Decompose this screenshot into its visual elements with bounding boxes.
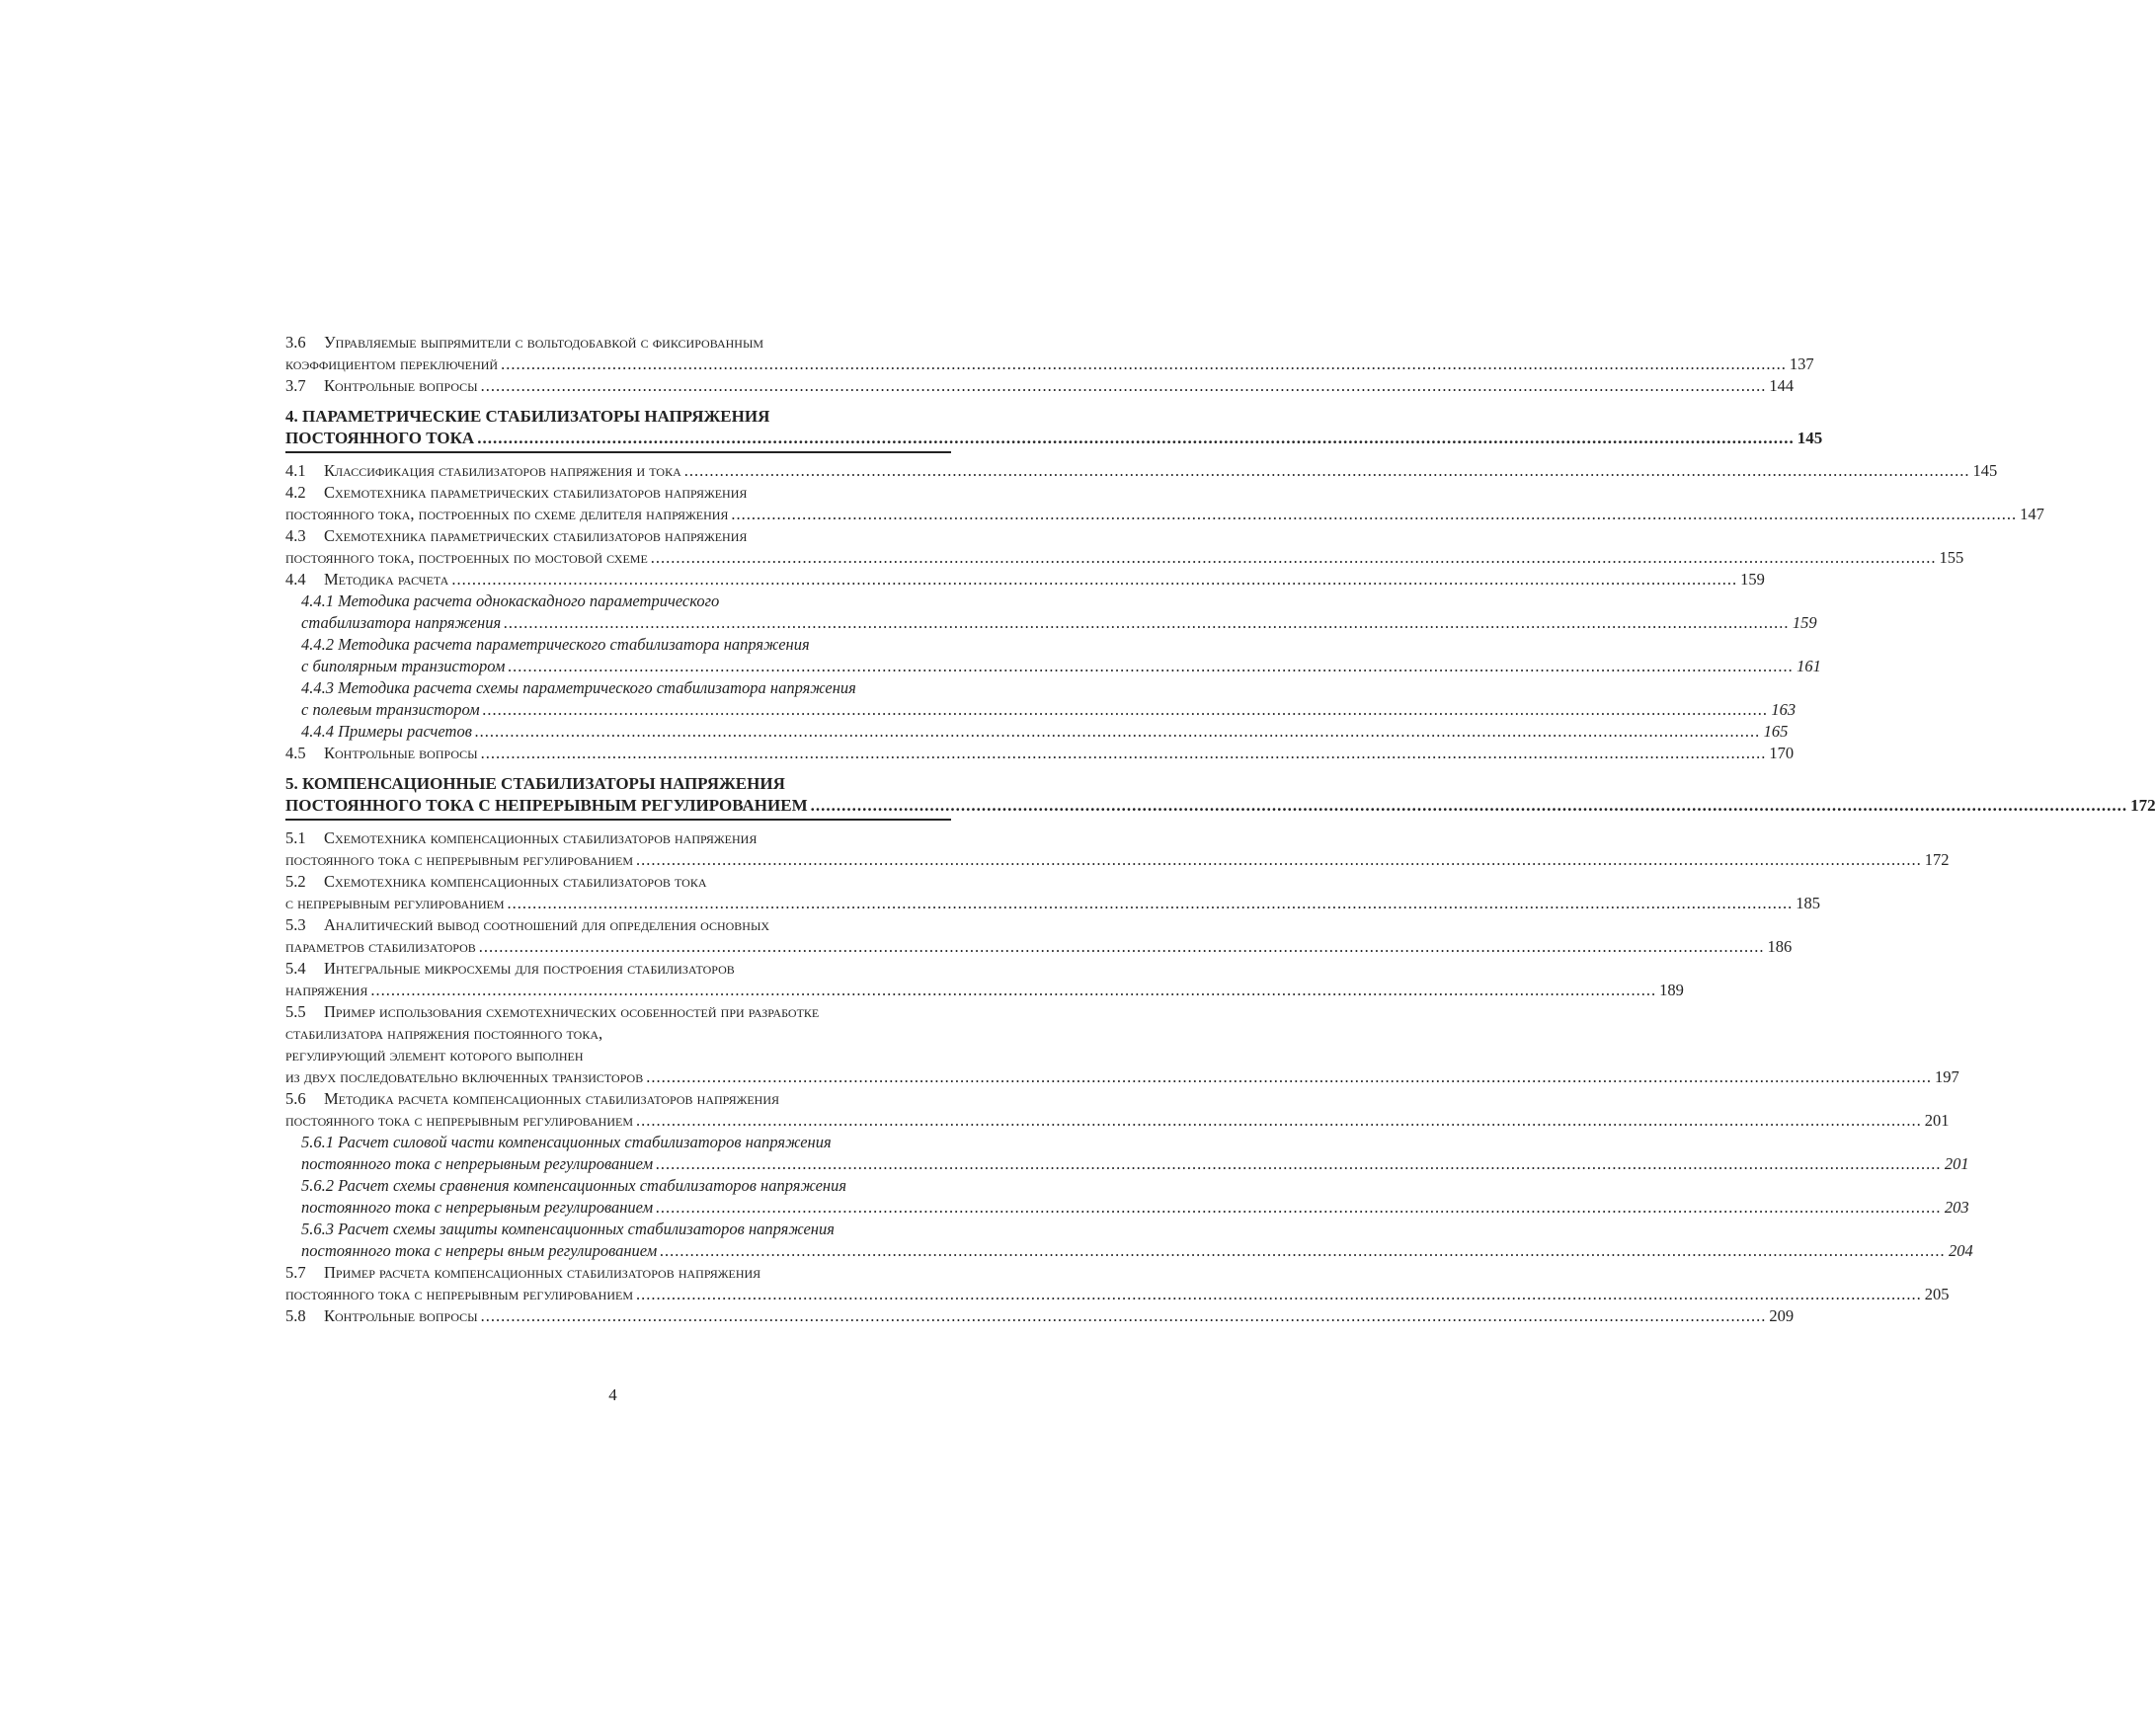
toc-title-cont: коэффициентом переключений bbox=[285, 354, 499, 373]
toc-title-cont: регулирующий элемент которого выполнен bbox=[285, 1046, 584, 1064]
toc-number: 4.1 bbox=[285, 461, 306, 480]
toc-entry-5-7[interactable] bbox=[285, 1262, 1950, 1305]
toc-entry-4-4-3[interactable] bbox=[285, 677, 1797, 721]
toc-title: Схемотехника параметрических стабилизаторов напряжения bbox=[324, 526, 748, 545]
toc-title: Управляемые выпрямители с вольтодобавкой с фиксированным bbox=[324, 333, 764, 352]
toc-title: 5.6.1 Расчет силовой части компенсационных стабилизаторов напряжения bbox=[301, 1133, 832, 1151]
toc-title-cont: с полевым транзистором bbox=[301, 700, 480, 719]
toc-entry-4-5[interactable] bbox=[285, 743, 1795, 764]
toc-page: 172 bbox=[1924, 850, 1950, 869]
toc-number: 3.7 bbox=[285, 376, 306, 395]
toc-title-cont: постоянного тока, построенных по схеме делителя напряжения bbox=[285, 505, 729, 523]
toc-page: 204 bbox=[1949, 1241, 1973, 1260]
toc-number: 5.4 bbox=[285, 959, 306, 978]
toc-title-cont: с непрерывным регулированием bbox=[285, 894, 505, 912]
toc-title: Схемотехника параметрических стабилизаторов напряжения bbox=[324, 483, 748, 502]
toc-entry-4-1[interactable] bbox=[285, 460, 1998, 482]
dot-leader bbox=[660, 1240, 1946, 1262]
chapter-title-cont: ПОСТОЯННОГО ТОКА bbox=[285, 429, 475, 447]
toc-page: 159 bbox=[1792, 613, 1817, 632]
toc-title: 4.4.2 Методика расчета параметрического стабилизатора напряжения bbox=[301, 635, 810, 654]
toc-page: 186 bbox=[1767, 937, 1793, 956]
toc-page: 155 bbox=[1939, 548, 1964, 567]
toc-number: 4.5 bbox=[285, 744, 306, 762]
toc-entry-3-6[interactable] bbox=[285, 332, 1814, 375]
toc-entry-3-7[interactable] bbox=[285, 375, 1795, 397]
toc-entry-4-4[interactable] bbox=[285, 569, 1765, 591]
toc-entry-4-4-4[interactable] bbox=[285, 721, 1789, 743]
toc-page: 185 bbox=[1796, 894, 1820, 912]
toc-page: 209 bbox=[1769, 1306, 1795, 1325]
toc-title-cont: из двух последовательно включенных транзисторов bbox=[285, 1067, 644, 1086]
dot-leader bbox=[684, 460, 1970, 482]
dot-leader bbox=[481, 743, 1767, 764]
toc-title: Пример расчета компенсационных стабилизаторов напряжения bbox=[324, 1263, 761, 1282]
toc-title-cont: постоянного тока с непрерывным регулированием bbox=[301, 1154, 654, 1173]
toc-entry-4-4-1[interactable] bbox=[285, 591, 1817, 634]
dot-leader bbox=[656, 1153, 1942, 1175]
toc-page: 159 bbox=[1740, 570, 1765, 589]
toc-page: 201 bbox=[1944, 1154, 1969, 1173]
dot-leader bbox=[501, 354, 1787, 375]
toc-chapter-5[interactable] bbox=[285, 773, 2156, 821]
toc-number: 5.5 bbox=[285, 1002, 306, 1021]
toc-entry-5-3[interactable] bbox=[285, 914, 1793, 958]
toc-number: 5.3 bbox=[285, 915, 306, 934]
toc-title: Пример использования схемотехнических особенностей при разработке bbox=[324, 1002, 820, 1021]
toc-title-cont: постоянного тока с непреры вным регулированием bbox=[301, 1241, 658, 1260]
toc-title: 4.4.3 Методика расчета схемы параметрического стабилизатора напряжения bbox=[301, 678, 856, 697]
toc-entry-5-5[interactable] bbox=[285, 1001, 1959, 1088]
toc-entry-4-2[interactable] bbox=[285, 482, 2044, 525]
dot-leader bbox=[504, 612, 1790, 634]
chapter-title: 4. ПАРАМЕТРИЧЕСКИЕ СТАБИЛИЗАТОРЫ НАПРЯЖЕНИЯ bbox=[285, 407, 770, 426]
toc-title: Схемотехника компенсационных стабилизаторов тока bbox=[324, 872, 707, 891]
page-number: 4 bbox=[608, 1385, 617, 1404]
toc-number: 4.2 bbox=[285, 483, 306, 502]
toc-number: 5.6 bbox=[285, 1089, 306, 1108]
toc-number: 5.1 bbox=[285, 828, 306, 847]
toc-title: 5.6.3 Расчет схемы защиты компенсационных стабилизаторов напряжения bbox=[301, 1220, 835, 1238]
dot-leader bbox=[636, 1110, 1922, 1132]
toc-page: 161 bbox=[1797, 657, 1821, 675]
toc-entry-5-6-3[interactable] bbox=[285, 1219, 1973, 1262]
dot-leader bbox=[507, 893, 1793, 914]
toc-page: 203 bbox=[1944, 1198, 1969, 1217]
dot-leader bbox=[481, 375, 1767, 397]
toc-title-cont: с биполярным транзистором bbox=[301, 657, 506, 675]
toc-title-cont: постоянного тока с непрерывным регулированием bbox=[285, 1111, 634, 1130]
chapter-title-cont: ПОСТОЯННОГО ТОКА С НЕПРЕРЫВНЫМ РЕГУЛИРОВАНИЕМ bbox=[285, 796, 808, 815]
toc-page: 145 bbox=[1797, 429, 1823, 447]
toc-number: 5.7 bbox=[285, 1263, 306, 1282]
toc-title: Интегральные микросхемы для построения стабилизаторов bbox=[324, 959, 735, 978]
toc-title: 4.4.1 Методика расчета однокаскадного параметрического bbox=[301, 591, 720, 610]
toc-title-cont: постоянного тока с непрерывным регулированием bbox=[285, 1285, 634, 1303]
toc-title: Классификация стабилизаторов напряжения и тока bbox=[324, 461, 681, 480]
dot-leader bbox=[483, 699, 1769, 721]
table-of-contents bbox=[285, 332, 2156, 1327]
dot-leader bbox=[481, 1305, 1767, 1327]
toc-page: 197 bbox=[1934, 1067, 1959, 1086]
dot-leader bbox=[636, 849, 1922, 871]
toc-entry-5-6-2[interactable] bbox=[285, 1175, 1969, 1219]
toc-entry-5-6[interactable] bbox=[285, 1088, 1950, 1132]
toc-title-cont: постоянного тока с непрерывным регулированием bbox=[301, 1198, 654, 1217]
toc-chapter-4[interactable] bbox=[285, 406, 1823, 453]
dot-leader bbox=[811, 795, 2128, 817]
toc-number: 5.8 bbox=[285, 1306, 306, 1325]
toc-number: 4.4 bbox=[285, 570, 306, 589]
toc-title-cont: постоянного тока с непрерывным регулированием bbox=[285, 850, 634, 869]
toc-title: 5.6.2 Расчет схемы сравнения компенсационных стабилизаторов напряжения bbox=[301, 1176, 847, 1195]
toc-title: Аналитический вывод соотношений для определения основных bbox=[324, 915, 770, 934]
dot-leader bbox=[475, 721, 1761, 743]
toc-entry-4-4-2[interactable] bbox=[285, 634, 1821, 677]
toc-title: Схемотехника компенсационных стабилизаторов напряжения bbox=[324, 828, 758, 847]
toc-title-cont: стабилизатора напряжения bbox=[301, 613, 502, 632]
toc-page: 147 bbox=[2020, 505, 2044, 523]
dot-leader bbox=[370, 980, 1656, 1001]
toc-page: 170 bbox=[1769, 744, 1795, 762]
dot-leader bbox=[477, 428, 1795, 449]
toc-page: 137 bbox=[1789, 354, 1814, 373]
toc-title: Контрольные вопросы bbox=[324, 376, 478, 395]
toc-page: 189 bbox=[1659, 981, 1684, 999]
toc-page: 144 bbox=[1769, 376, 1795, 395]
toc-title: 4.4.4 Примеры расчетов bbox=[301, 722, 472, 741]
toc-page: 145 bbox=[1972, 461, 1998, 480]
toc-title: Контрольные вопросы bbox=[324, 744, 478, 762]
dot-leader bbox=[646, 1066, 1932, 1088]
toc-number: 3.6 bbox=[285, 333, 306, 352]
toc-title-cont: напряжения bbox=[285, 981, 368, 999]
toc-title: Методика расчета bbox=[324, 570, 449, 589]
dot-leader bbox=[451, 569, 1737, 591]
toc-number: 4.3 bbox=[285, 526, 306, 545]
toc-page: 172 bbox=[2130, 796, 2156, 815]
toc-page: 165 bbox=[1763, 722, 1789, 741]
toc-title-cont: стабилизатора напряжения постоянного тока, bbox=[285, 1024, 603, 1043]
dot-leader bbox=[651, 547, 1937, 569]
toc-page: 201 bbox=[1924, 1111, 1950, 1130]
toc-title-cont: параметров стабилизаторов bbox=[285, 937, 476, 956]
chapter-title: 5. КОМПЕНСАЦИОННЫЕ СТАБИЛИЗАТОРЫ НАПРЯЖЕНИЯ bbox=[285, 774, 785, 793]
toc-title-cont: постоянного тока, построенных по мостовой схеме bbox=[285, 548, 648, 567]
toc-entry-5-6-1[interactable] bbox=[285, 1132, 1969, 1175]
toc-page: 163 bbox=[1771, 700, 1797, 719]
toc-entry-5-1[interactable] bbox=[285, 827, 1950, 871]
dot-leader bbox=[731, 504, 2017, 525]
toc-number: 5.2 bbox=[285, 872, 306, 891]
toc-entry-5-8[interactable] bbox=[285, 1305, 1795, 1327]
toc-title: Методика расчета компенсационных стабилизаторов напряжения bbox=[324, 1089, 779, 1108]
dot-leader bbox=[636, 1284, 1922, 1305]
dot-leader bbox=[656, 1197, 1942, 1219]
toc-title: Контрольные вопросы bbox=[324, 1306, 478, 1325]
toc-page: 205 bbox=[1924, 1285, 1950, 1303]
toc-entry-4-3[interactable] bbox=[285, 525, 1964, 569]
toc-entry-5-4[interactable] bbox=[285, 958, 1684, 1001]
dot-leader bbox=[479, 936, 1765, 958]
toc-entry-5-2[interactable] bbox=[285, 871, 1820, 914]
dot-leader bbox=[508, 656, 1794, 677]
